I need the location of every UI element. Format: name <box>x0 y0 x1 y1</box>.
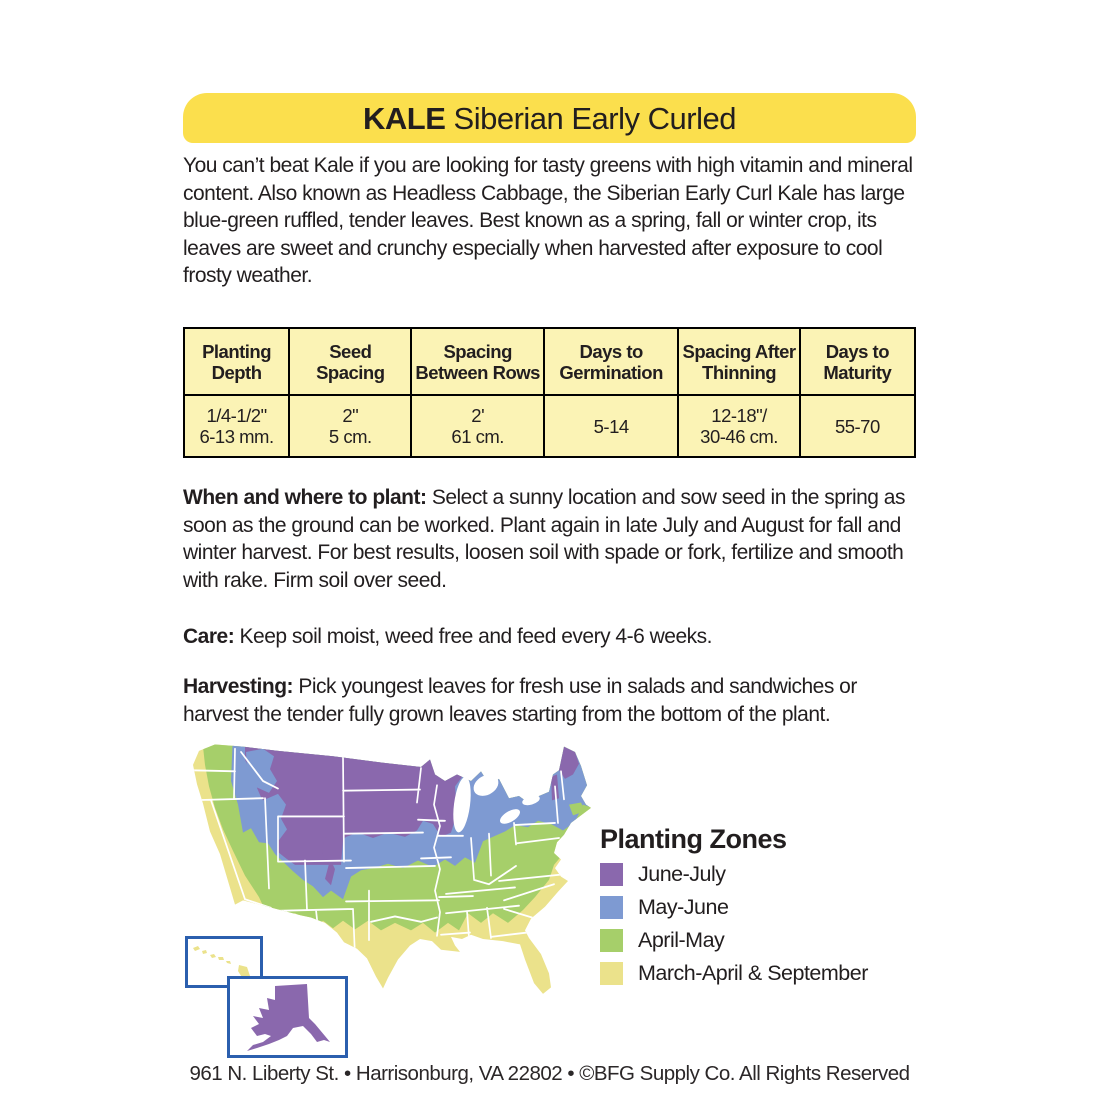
page-title-crop-name: KALE <box>363 100 446 136</box>
table-header-cell: Days to Germination <box>543 329 677 396</box>
page-title-variety: Siberian Early Curled <box>445 100 736 136</box>
legend-swatch-march-april-september <box>600 962 623 985</box>
legend-item <box>600 863 900 886</box>
legend-label: May-June <box>638 895 729 919</box>
legend-title: Planting Zones <box>600 824 787 854</box>
table-header-cell: Spacing Between Rows <box>410 329 542 396</box>
table-header-cell: Days to Maturity <box>799 329 914 396</box>
table-header-cell: Seed Spacing <box>288 329 410 396</box>
alaska-inset-map <box>227 976 348 1058</box>
legend-item <box>600 896 900 919</box>
table-value-cell: 2' 61 cm. <box>410 396 542 456</box>
page-title <box>363 100 736 136</box>
table-value-cell: 1/4-1/2" 6-13 mm. <box>199 405 274 447</box>
table-value-cell: 2" 5 cm. <box>288 396 410 456</box>
planting-info-table <box>183 327 916 458</box>
legend-label: April-May <box>638 928 725 952</box>
planting-zones-legend <box>600 824 900 995</box>
table-value-cell: 5-14 <box>543 396 677 456</box>
legend-label: March-April & September <box>638 961 868 985</box>
table-value-cell: 55-70 <box>799 396 914 456</box>
table-value-cell: 12-18"/ 30-46 cm. <box>677 396 798 456</box>
legend-swatch-may-june <box>600 896 623 919</box>
table-header-cell: Planting Depth <box>185 329 288 396</box>
legend-item <box>600 929 900 952</box>
legend-swatch-june-july <box>600 863 623 886</box>
intro-paragraph: You can’t beat Kale if you are looking for tasty greens with high vitamin and mineral content. Also known as Headless Cabbage, the Siberian Early Curl Kale has large blue-green ruffled, tender leaves. Best known as a spring, fall or winter crop, its leaves are sweet and crunchy especially when harvested after exposure to cool frosty weather. <box>183 154 913 287</box>
legend-swatch-april-may <box>600 929 623 952</box>
title-banner <box>183 93 916 143</box>
table-header-cell: Spacing After Thinning <box>677 329 798 396</box>
footer-address-line: 961 N. Liberty St. • Harrisonburg, VA 22802 • ©BFG Supply Co. All Rights Reserved <box>189 1062 910 1085</box>
when-where-paragraph: When and where to plant: Select a sunny location and sow seed in the spring as soon as the ground can be worked. Plant again in late July and August for fall and winter harvest. For best results, loosen soil with spade or fork, fertilize and smooth with rake. Firm soil over seed. <box>183 486 905 592</box>
harvesting-paragraph: Harvesting: Pick youngest leaves for fresh use in salads and sandwiches or harvest the tender fully grown leaves starting from the bottom of the plant. <box>183 675 857 726</box>
legend-label: June-July <box>638 862 726 886</box>
legend-item <box>600 962 900 985</box>
care-paragraph: Care: Keep soil moist, weed free and feed every 4-6 weeks. <box>183 625 712 648</box>
